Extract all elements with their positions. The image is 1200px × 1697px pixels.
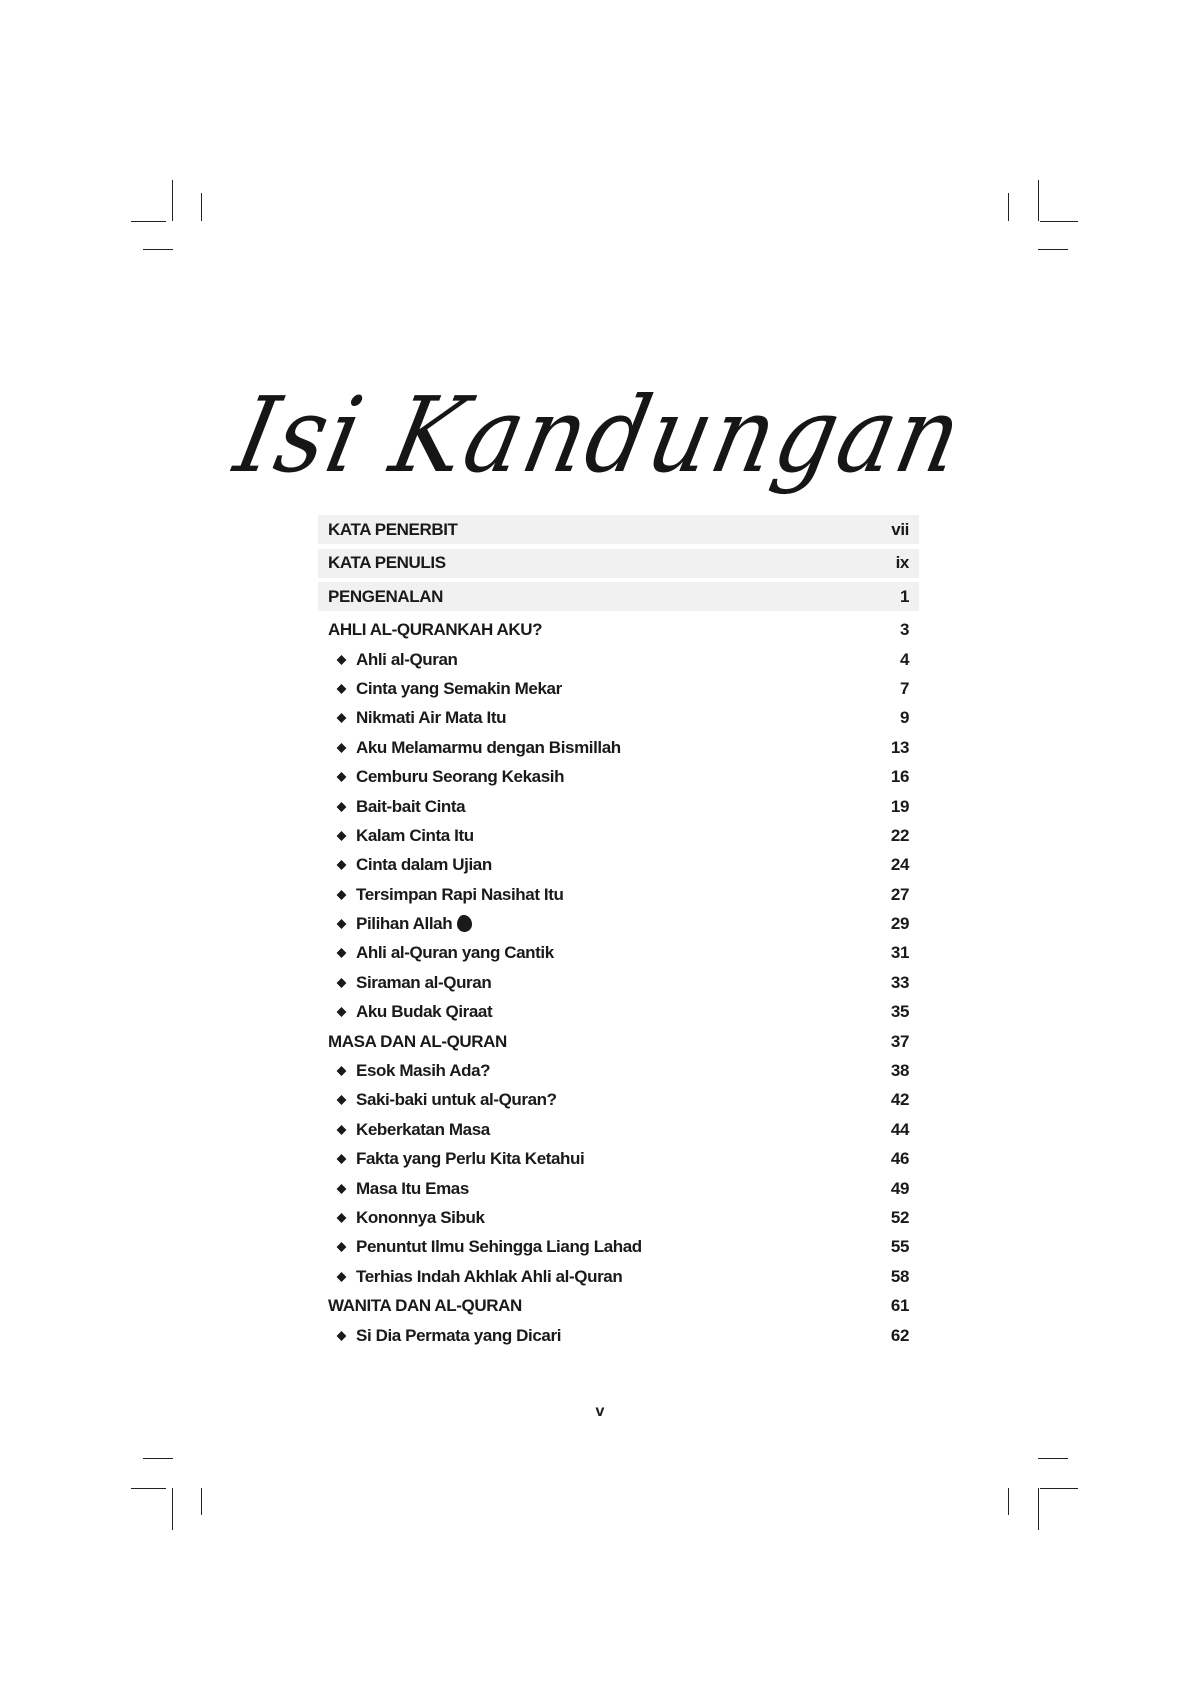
toc-entry-text: AHLI AL-QURANKAH AKU?	[328, 620, 543, 640]
page-title: Isi Kandungan	[225, 374, 975, 496]
toc-entry-label	[356, 1208, 485, 1228]
diamond-bullet-icon	[337, 743, 347, 753]
toc-page-number: 52	[890, 1208, 909, 1227]
toc-entry-label	[356, 738, 621, 758]
toc-entry-label	[356, 885, 564, 905]
toc-page-number: 31	[890, 943, 909, 963]
toc-page-number: 37	[890, 1031, 909, 1051]
toc-section	[318, 1027, 919, 1056]
toc-item	[318, 704, 919, 733]
toc-entry-text: Kononnya Sibuk	[356, 1208, 485, 1227]
toc-entry-text: WANITA DAN AL-QURAN	[328, 1296, 522, 1316]
toc-entry-text: KATA PENERBIT	[328, 519, 458, 539]
diamond-bullet-icon	[337, 949, 347, 959]
crop-mark	[131, 221, 166, 222]
toc-entry-label	[356, 767, 564, 787]
toc-entry-label	[356, 973, 491, 993]
toc-item	[318, 1321, 919, 1350]
toc-entry-text: Ahli al-Quran	[356, 649, 458, 669]
toc-page-number: 4	[899, 649, 909, 669]
toc-entry-label	[356, 679, 562, 699]
toc-page-number: 7	[899, 678, 909, 698]
toc-item	[318, 762, 919, 791]
page-number: v	[595, 1403, 605, 1420]
toc-item	[318, 674, 919, 703]
toc-entry-text: Cinta dalam Ujian	[356, 855, 492, 875]
toc-item	[318, 939, 919, 968]
toc-entry-label	[328, 520, 458, 540]
toc-entry-label	[328, 620, 542, 640]
toc-front-matter	[318, 582, 919, 611]
toc-section	[318, 616, 919, 645]
toc-page-number: 13	[890, 737, 909, 757]
crop-mark	[1038, 1458, 1068, 1459]
toc-item	[318, 851, 919, 880]
diamond-bullet-icon	[337, 1066, 347, 1076]
toc-entry-text: Fakta yang Perlu Kita Ketahui	[356, 1149, 585, 1169]
toc-entry-text: Bait-bait Cinta	[356, 796, 466, 816]
toc-entry-label	[328, 1296, 522, 1316]
toc-entry-label	[356, 1237, 642, 1257]
toc-item	[318, 1145, 919, 1174]
diamond-bullet-icon	[337, 978, 347, 988]
toc-page-number: vii	[891, 519, 909, 539]
toc-page-number: 22	[890, 825, 909, 845]
toc-page-number: 61	[890, 1296, 909, 1316]
diamond-bullet-icon	[337, 1242, 347, 1252]
crop-mark	[1008, 1488, 1009, 1515]
toc-item	[318, 792, 919, 821]
toc-item	[318, 880, 919, 909]
crop-mark	[143, 1458, 173, 1459]
toc-item	[318, 968, 919, 997]
crop-mark	[172, 1488, 173, 1530]
diamond-bullet-icon	[337, 1125, 347, 1135]
diamond-bullet-icon	[337, 890, 347, 900]
crop-mark	[1038, 1488, 1039, 1530]
toc-item	[318, 1086, 919, 1115]
toc-entry-label	[356, 1179, 469, 1199]
toc-entry-label	[356, 708, 506, 728]
diamond-bullet-icon	[337, 1213, 347, 1223]
toc-entry-label	[356, 1061, 490, 1081]
toc-entry-label	[356, 855, 492, 875]
toc-page-number: 19	[890, 796, 909, 816]
toc-entry-text: Kalam Cinta Itu	[356, 825, 474, 845]
crop-mark	[201, 193, 202, 221]
toc-entry-label	[356, 943, 554, 963]
toc-entry-text: Terhias Indah Akhlak Ahli al-Quran	[356, 1266, 623, 1286]
diamond-bullet-icon	[337, 684, 347, 694]
toc-section	[318, 1291, 919, 1320]
toc-item	[318, 998, 919, 1027]
toc-page-number: 44	[890, 1119, 909, 1139]
toc-item	[318, 1262, 919, 1291]
crop-mark	[1008, 193, 1009, 221]
diamond-bullet-icon	[337, 919, 347, 929]
diamond-bullet-icon	[337, 1184, 347, 1194]
diamond-bullet-icon	[337, 772, 347, 782]
toc-entry-text: Aku Melamarmu dengan Bismillah	[356, 737, 621, 757]
toc-entry-text: Tersimpan Rapi Nasihat Itu	[356, 884, 564, 904]
toc-page-number: 35	[890, 1002, 909, 1022]
toc-front-matter	[318, 515, 919, 544]
crop-mark	[172, 180, 173, 221]
toc-page-number: 49	[890, 1178, 909, 1198]
toc-entry-label	[328, 587, 443, 607]
crop-mark	[1038, 249, 1068, 250]
toc-front-matter	[318, 549, 919, 578]
toc-page-number: ix	[895, 553, 909, 572]
crop-mark	[1040, 221, 1078, 222]
toc-entry-text: Ahli al-Quran yang Cantik	[356, 943, 554, 963]
toc-item	[318, 909, 919, 938]
crop-mark	[143, 249, 173, 250]
toc-entry-label	[356, 1120, 490, 1140]
toc-page-number: 42	[890, 1090, 909, 1110]
toc-entry-text: KATA PENULIS	[328, 553, 446, 572]
toc-entry-text: Saki-baki untuk al-Quran?	[356, 1090, 557, 1110]
diamond-bullet-icon	[337, 1154, 347, 1164]
toc-entry-text: Keberkatan Masa	[356, 1119, 490, 1139]
toc-entry-label	[356, 1090, 557, 1110]
toc-entry-label	[356, 797, 465, 817]
toc-page-number: 9	[899, 708, 909, 728]
toc-item	[318, 733, 919, 762]
crop-mark	[201, 1488, 202, 1515]
toc-item	[318, 1115, 919, 1144]
toc-entry-label	[328, 1032, 507, 1052]
toc-page-number: 55	[890, 1237, 909, 1257]
diamond-bullet-icon	[337, 713, 347, 723]
toc-entry-text: PENGENALAN	[328, 586, 444, 606]
toc-page-number: 3	[899, 620, 909, 640]
toc-item	[318, 1203, 919, 1232]
diamond-bullet-icon	[337, 1007, 347, 1017]
toc-entry-label	[356, 1326, 561, 1346]
diamond-bullet-icon	[337, 1331, 347, 1341]
toc-entry-label	[356, 826, 474, 846]
toc-item	[318, 1233, 919, 1262]
toc-entry-label	[356, 1002, 492, 1022]
toc-entry-label	[328, 553, 446, 573]
toc-entry-text: Siraman al-Quran	[356, 972, 492, 992]
toc-entry-text: Penuntut Ilmu Sehingga Liang Lahad	[356, 1237, 642, 1257]
crop-mark	[1040, 1488, 1078, 1489]
toc-entry-text: Cinta yang Semakin Mekar	[356, 678, 562, 698]
toc-entry-label	[356, 1149, 584, 1169]
toc-entry-text: Aku Budak Qiraat	[356, 1002, 493, 1022]
diamond-bullet-icon	[337, 1095, 347, 1105]
toc-page-number: 16	[890, 767, 909, 787]
toc-page-number: 38	[890, 1061, 909, 1081]
diamond-bullet-icon	[337, 831, 347, 841]
toc-entry-text: MASA DAN AL-QURAN	[328, 1031, 507, 1051]
diamond-bullet-icon	[337, 802, 347, 812]
toc-entry-label	[356, 914, 472, 934]
toc-entry-text: Pilihan Allah	[356, 914, 453, 934]
toc-page-number: 24	[890, 855, 909, 875]
toc-item	[318, 1174, 919, 1203]
table-of-contents	[318, 515, 919, 1350]
toc-entry-label	[356, 1267, 622, 1287]
toc-item	[318, 1056, 919, 1085]
diamond-bullet-icon	[337, 860, 347, 870]
toc-page-number: 29	[890, 914, 909, 934]
toc-entry-text: Cemburu Seorang Kekasih	[356, 767, 565, 787]
toc-entry-text: Esok Masih Ada?	[356, 1061, 491, 1081]
toc-page-number: 62	[890, 1325, 909, 1345]
calligraphy-glyph-icon	[457, 915, 472, 932]
toc-item	[318, 821, 919, 850]
toc-entry-text: Nikmati Air Mata Itu	[356, 708, 507, 728]
toc-page-number: 46	[890, 1149, 909, 1169]
diamond-bullet-icon	[337, 655, 347, 665]
crop-mark	[1038, 180, 1039, 221]
toc-page-number: 33	[890, 972, 909, 992]
toc-page-number: 27	[890, 884, 909, 904]
toc-entry-text: Si Dia Permata yang Dicari	[356, 1325, 562, 1345]
toc-page-number: 1	[899, 586, 909, 606]
crop-mark	[131, 1488, 166, 1489]
toc-entry-label	[356, 650, 458, 670]
diamond-bullet-icon	[337, 1272, 347, 1282]
toc-entry-text: Masa Itu Emas	[356, 1178, 469, 1198]
toc-item	[318, 645, 919, 674]
toc-page-number: 58	[890, 1266, 909, 1286]
